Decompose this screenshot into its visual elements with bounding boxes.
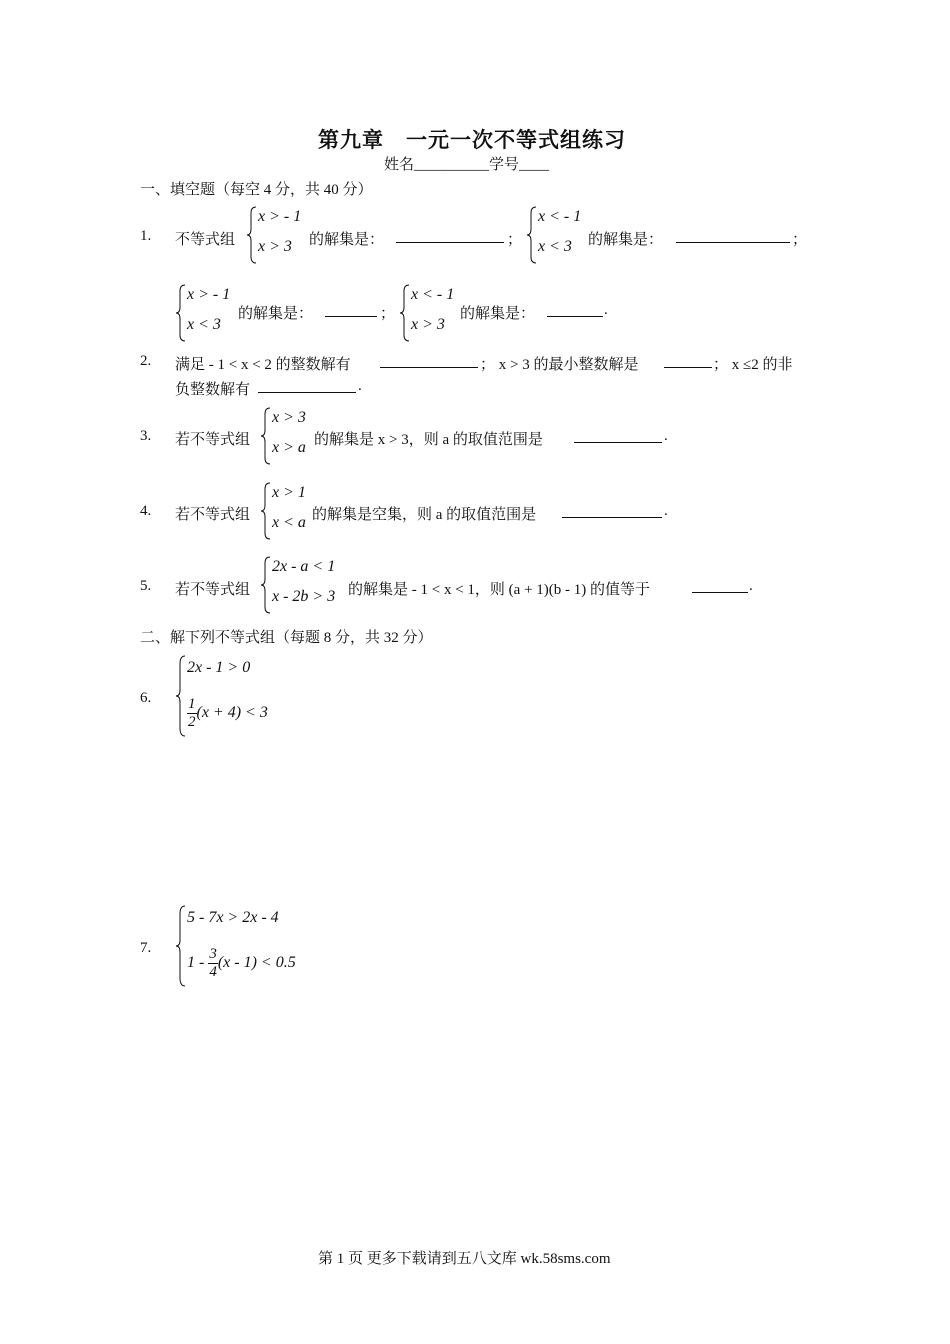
q1-blank-4[interactable] <box>547 302 603 317</box>
q1-s1-row2: x > 3 <box>258 238 292 255</box>
q5-number: 5. <box>140 578 152 594</box>
q1-s4-row1: x < - 1 <box>411 286 455 303</box>
q7-row2 <box>187 946 296 981</box>
q3-prefix: 若不等式组 <box>175 432 251 448</box>
q4-end: . <box>664 503 668 519</box>
q1-end: . <box>604 302 608 318</box>
q1-semi-3: ； <box>380 306 396 322</box>
q4-row2: x < a <box>272 514 306 531</box>
q3-blank[interactable] <box>574 428 662 443</box>
q7-row2-rest: (x - 1) < 0.5 <box>217 954 296 972</box>
q5-row1: 2x - a < 1 <box>272 558 336 575</box>
q1-s2-row2: x < 3 <box>538 238 572 255</box>
q6-system <box>175 654 315 738</box>
q3-post: 的解集是 x > 3，则 a 的取值范围是 <box>314 432 543 448</box>
brace-icon <box>399 283 411 343</box>
q4-number: 4. <box>140 503 152 519</box>
q1-blank-1[interactable] <box>396 228 504 243</box>
q1-system-3 <box>175 283 245 343</box>
q2-line1a: 满足 - 1 < x < 2 的整数解有 <box>175 357 351 373</box>
q3-number: 3. <box>140 428 152 444</box>
q2-line1b: ； x > 3 的最小整数解是 <box>480 357 639 373</box>
brace-icon <box>260 481 272 541</box>
q6-fraction <box>187 696 197 731</box>
q6-number: 6. <box>140 690 152 706</box>
q1-semi-1: ； <box>507 232 523 248</box>
brace-icon <box>175 283 187 343</box>
q1-number: 1. <box>140 228 152 244</box>
page-title: 第九章 一元一次不等式组练习 <box>318 128 626 152</box>
q2-blank-3[interactable] <box>258 378 356 393</box>
q6-frac-den: 2 <box>188 714 196 730</box>
q1-blank-3[interactable] <box>325 302 377 317</box>
q2-end: . <box>358 378 362 394</box>
q3-end: . <box>664 428 668 444</box>
q3-row2: x > a <box>272 439 306 456</box>
q5-system <box>260 555 350 615</box>
brace-icon <box>175 904 187 988</box>
q1-s3-row2: x < 3 <box>187 316 221 333</box>
q1-semi-2: ； <box>792 232 808 248</box>
brace-icon <box>260 555 272 615</box>
q5-prefix: 若不等式组 <box>175 582 251 598</box>
q1-s1-row1: x > - 1 <box>258 208 302 225</box>
q2-number: 2. <box>140 353 152 369</box>
brace-icon <box>526 205 538 265</box>
q1-system-2 <box>526 205 596 265</box>
q1-s2-row1: x < - 1 <box>538 208 582 225</box>
q2-blank-1[interactable] <box>380 353 478 368</box>
q1-system-4 <box>399 283 469 343</box>
q5-blank[interactable] <box>692 578 748 593</box>
q7-row1: 5 - 7x > 2x - 4 <box>187 909 279 926</box>
brace-icon <box>175 654 187 738</box>
q1-text-1: 的解集是： <box>309 232 385 248</box>
q6-frac-num: 1 <box>188 696 196 712</box>
page-footer: 第 1 页 更多下载请到五八文库 wk.58sms.com <box>318 1251 611 1267</box>
q1-text-2: 的解集是： <box>588 232 664 248</box>
q1-text-3: 的解集是： <box>238 306 314 322</box>
q7-fraction <box>208 946 218 981</box>
q4-row1: x > 1 <box>272 484 306 501</box>
q2-line2: 负整数解有 <box>175 382 251 398</box>
q1-blank-2[interactable] <box>676 228 790 243</box>
q4-system <box>260 481 320 541</box>
name-id-line: 姓名__________学号____ <box>384 157 550 173</box>
q1-system-1 <box>246 205 316 265</box>
q7-system <box>175 904 335 988</box>
section-2-heading: 二、解下列不等式组（每题 8 分，共 32 分） <box>140 630 433 646</box>
q3-system <box>260 406 320 466</box>
q2-line1c: ； x ≤2 的非 <box>713 357 793 373</box>
q6-row2-rest: (x + 4) < 3 <box>196 704 268 722</box>
q7-number: 7. <box>140 940 152 956</box>
q2-blank-2[interactable] <box>664 353 712 368</box>
section-1-heading: 一、填空题（每空 4 分，共 40 分） <box>140 182 373 198</box>
q3-row1: x > 3 <box>272 409 306 426</box>
q5-end: . <box>749 578 753 594</box>
q7-frac-den: 4 <box>209 964 217 980</box>
q4-post: 的解集是空集，则 a 的取值范围是 <box>312 507 537 523</box>
q1-s3-row1: x > - 1 <box>187 286 231 303</box>
q1-text-4: 的解集是： <box>460 306 536 322</box>
q4-prefix: 若不等式组 <box>175 507 251 523</box>
q7-row2-pre: 1 - <box>187 954 205 972</box>
q1-prefix: 不等式组 <box>175 232 236 248</box>
q5-row2: x - 2b > 3 <box>272 588 336 605</box>
q1-s4-row2: x > 3 <box>411 316 445 333</box>
brace-icon <box>246 205 258 265</box>
q6-row1: 2x - 1 > 0 <box>187 659 251 676</box>
brace-icon <box>260 406 272 466</box>
q4-blank[interactable] <box>562 503 662 518</box>
q7-frac-num: 3 <box>209 946 217 962</box>
q5-post: 的解集是 - 1 < x < 1，则 (a + 1)(b - 1) 的值等于 <box>348 582 651 598</box>
q6-row2 <box>187 696 268 731</box>
